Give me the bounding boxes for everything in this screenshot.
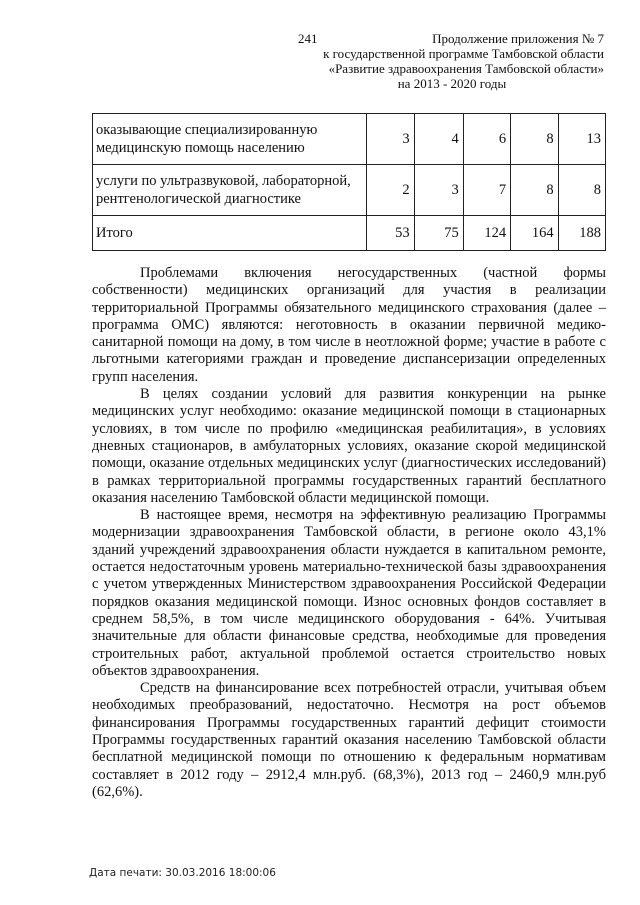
table-cell: 8	[558, 165, 605, 216]
table-cell: 188	[558, 216, 605, 251]
table-cell: 7	[463, 165, 510, 216]
table-row-label: оказывающие специализированную медицинскую помощь населению	[93, 114, 367, 165]
table-cell: 8	[511, 114, 558, 165]
body-text	[92, 265, 606, 801]
table-cell: 75	[414, 216, 463, 251]
table-row-total	[93, 216, 606, 251]
table-row-label: Итого	[93, 216, 367, 251]
data-table	[92, 113, 606, 251]
table-cell: 164	[511, 216, 558, 251]
table-row	[93, 114, 606, 165]
appendix-program-name: «Развитие здравоохранения Тамбовской области»	[328, 61, 604, 76]
paragraph: В настоящее время, несмотря на эффективную реализацию Программы модернизации здравоохранения Тамбовской области, в регионе около 43,1% зданий учреждений здравоохранения области нуждается в капитальном ремонте, остается недостаточным уровень материально-технической базы здравоохранения с учетом утвержденных Министерством здравоохранения Российской Федерации порядков оказания медицинской помощи. Износ основных фондов составляет в среднем 58,5%, в том числе медицинского оборудования - 64%. Учитывая значительные для области финансовые средства, необходимые для проведения строительных работ, актуальной проблемой остается строительство новых объектов здравоохранения.	[92, 507, 606, 679]
paragraph: Средств на финансирование всех потребностей отрасли, учитывая объем необходимых преобразований, недостаточно. Несмотря на рост объемов финансирования Программы государственных гарантий дефицит стоимости Программы государственных гарантий оказания населению Тамбовской области бесплатной медицинской помощи по отношению к федеральным нормативам составляет в 2012 году – 2912,4 млн.руб. (68,3%), 2013 год – 2460,9 млн.руб (62,6%).	[92, 680, 606, 800]
table-cell: 2	[367, 165, 414, 216]
table-cell: 6	[463, 114, 510, 165]
appendix-years: на 2013 - 2020 годы	[397, 76, 507, 91]
table-cell: 13	[558, 114, 605, 165]
appendix-header	[300, 31, 604, 91]
table-cell: 124	[463, 216, 510, 251]
paragraph: Проблемами включения негосударственных (частной формы собственности) медицинских организаций для участия в реализации территориальной Программы обязательного медицинского страхования (далее – программа ОМС) являются: неготовность в оказании первичной медико-санитарной помощи на дому, в том числе в неотложной форме; участие в работе с льготными категориями граждан и проведение диспансеризации определенных групп населения.	[92, 265, 606, 385]
appendix-title: Продолжение приложения № 7	[432, 31, 604, 46]
table-cell: 3	[414, 165, 463, 216]
print-date: Дата печати: 30.03.2016 18:00:06	[89, 867, 276, 879]
table-cell: 8	[511, 165, 558, 216]
paragraph: В целях создании условий для развития конкуренции на рынке медицинских услуг необходимо: оказание медицинской помощи в стационарных условиях, в том числе по профилю «медицинская реабилитация», в условиях дневных стационаров, в амбулаторных условиях, оказание скорой медицинской помощи, оказание отдельных медицинских услуг (диагностических исследований) в рамках территориальной программы государственных гарантий бесплатного оказания населению Тамбовской области медицинской помощи.	[92, 386, 606, 506]
table-cell: 4	[414, 114, 463, 165]
table-row	[93, 165, 606, 216]
table-cell: 3	[367, 114, 414, 165]
table-cell: 53	[367, 216, 414, 251]
page-number: 241	[298, 31, 318, 46]
appendix-program-ref: к государственной программе Тамбовской области	[323, 46, 604, 61]
table-row-label: услуги по ультразвуковой, лабораторной, рентгенологической диагностике	[93, 165, 367, 216]
